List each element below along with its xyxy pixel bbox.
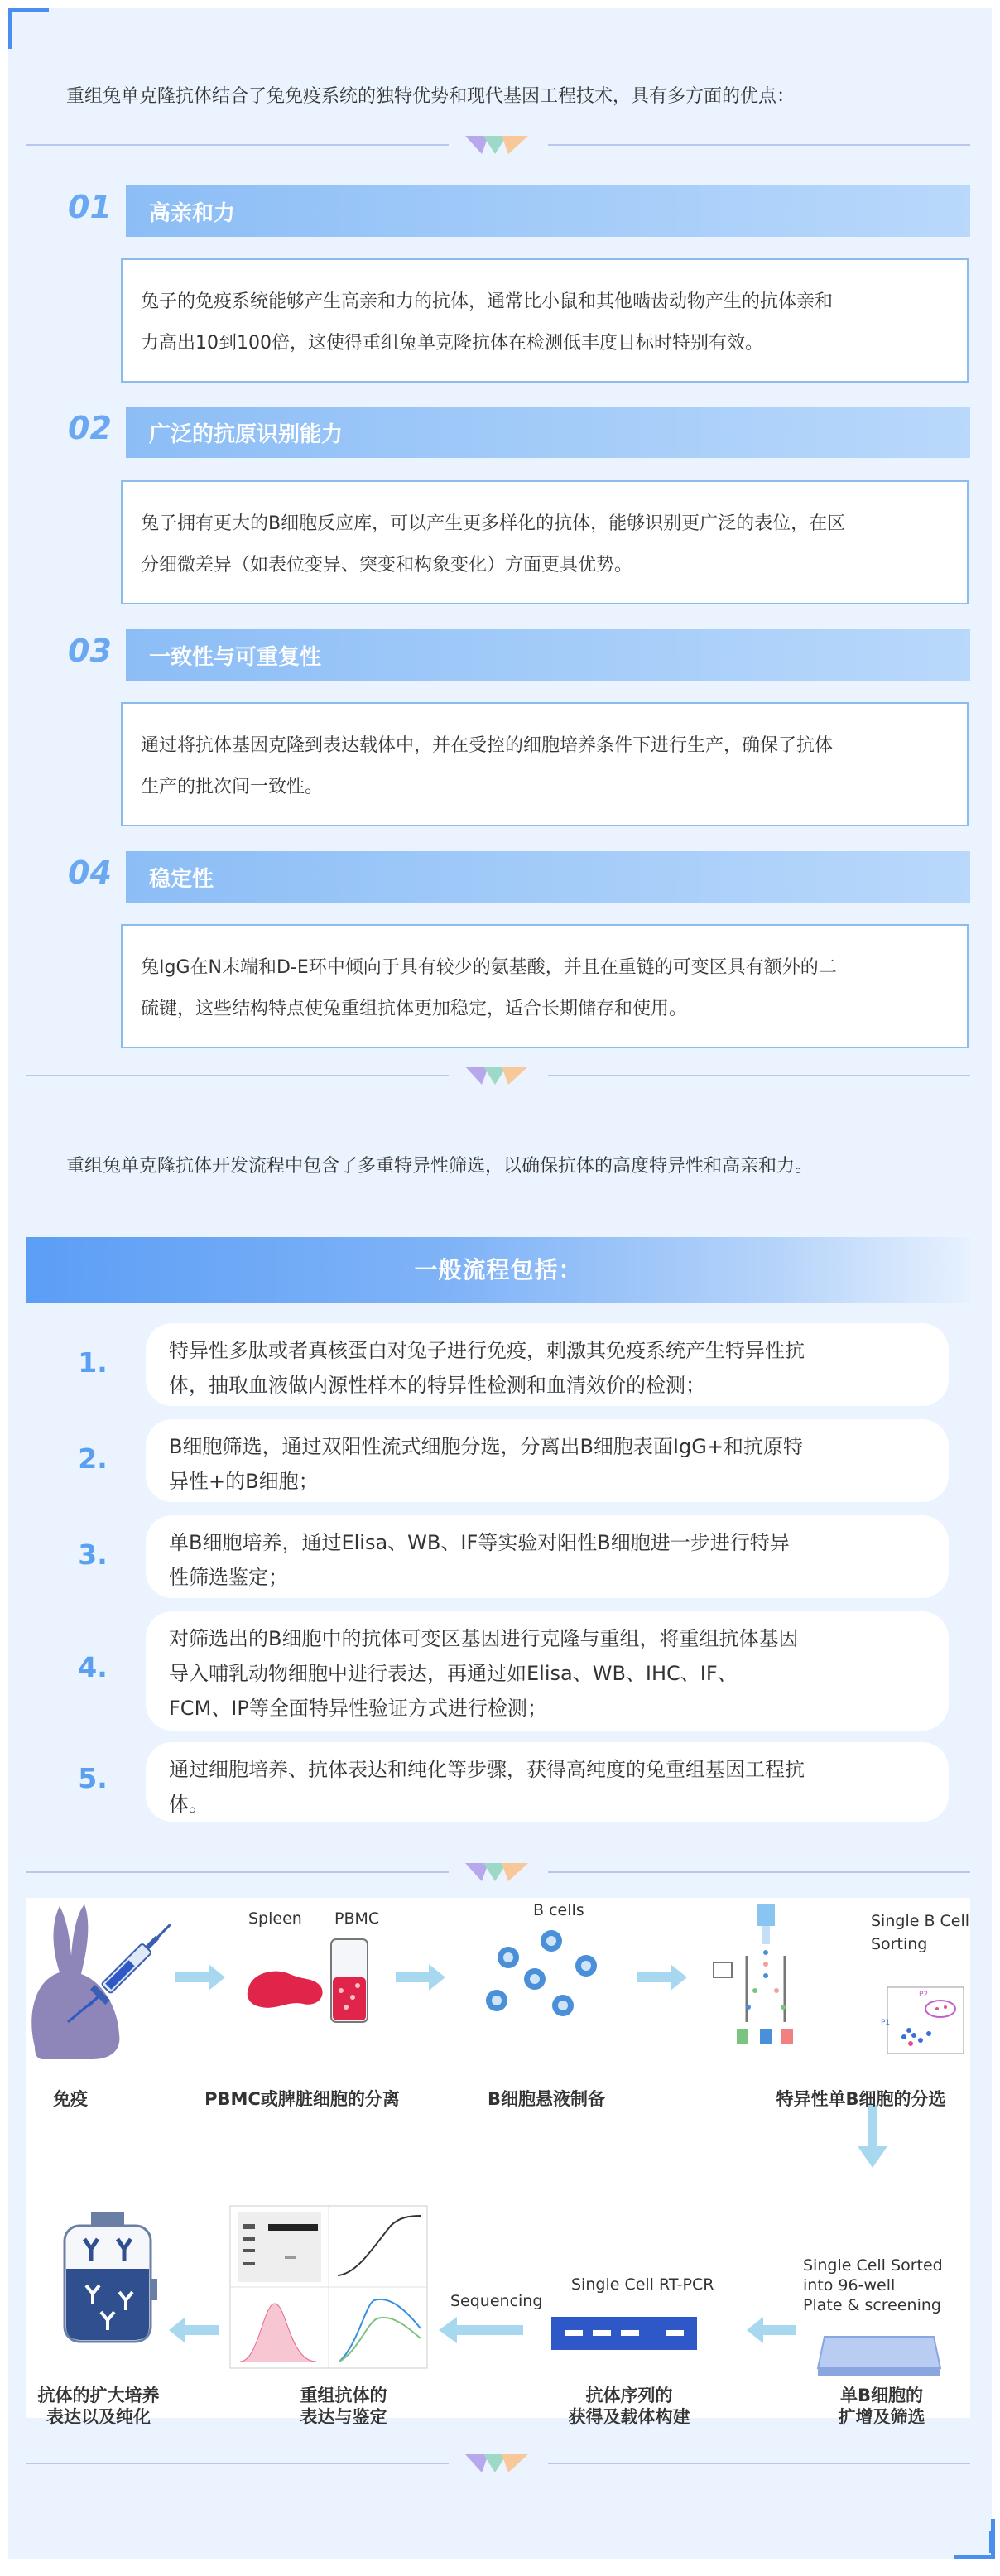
- workflow-illustration: [26, 1898, 970, 2418]
- rt-pcr-label: Single Cell RT-PCR: [571, 2275, 714, 2294]
- advantage-number: 01: [68, 189, 112, 225]
- advantage-title-bar: [126, 185, 970, 237]
- advantage-number: 04: [68, 855, 112, 891]
- triangle-ornament-icon: [465, 1067, 531, 1085]
- advantage-title: 高亲和力: [149, 201, 236, 226]
- advantage-text-line: 兔子的免疫系统能够产生高亲和力的抗体，通常比小鼠和其他啮齿动物产生的抗体亲和: [141, 291, 834, 312]
- step-text-line: 通过细胞培养、抗体表达和纯化等步骤，获得高纯度的兔重组基因工程抗: [169, 1758, 805, 1781]
- step-text-line: 体，抽取血液做内源性样本的特异性检测和血清效价的检测；: [169, 1374, 705, 1397]
- divider: [26, 1067, 970, 1085]
- label-line: 扩增及筛选: [838, 2407, 925, 2427]
- corner-tick-decoration: [989, 2531, 995, 2553]
- corner-decoration-top-left: [8, 8, 49, 49]
- arrow-right-icon: [175, 1964, 225, 1991]
- single-b-cell-sorting-label: [871, 1909, 969, 1956]
- step-label-immunize: 免疫: [53, 2089, 88, 2109]
- arrow-left-icon: [439, 2317, 523, 2343]
- label-line: 抗体的扩大培养: [37, 2386, 160, 2405]
- step-label-separation: PBMC或脾脏细胞的分离: [204, 2089, 400, 2109]
- step-text-line: B细胞筛选，通过双阳性流式细胞分选，分离出B细胞表面IgG+和抗原特: [169, 1435, 803, 1458]
- sequencing-label: Sequencing: [450, 2292, 543, 2310]
- cell-sorter-icon: [714, 1904, 793, 2044]
- triangle-ornament-icon: [465, 136, 531, 154]
- label-line: 单B细胞的: [839, 2386, 923, 2405]
- step-number: 3.: [78, 1538, 108, 1571]
- advantage-title-bar: [126, 851, 970, 903]
- advantage-number: 02: [68, 410, 112, 446]
- step-card: [146, 1323, 949, 1406]
- step-label-expand: [28, 2385, 169, 2428]
- arrow-down-icon: [858, 2105, 887, 2168]
- divider: [26, 2454, 970, 2472]
- sorted-line: into 96-well: [803, 2276, 896, 2294]
- advantage-box: [121, 258, 969, 383]
- step-card: [146, 1742, 949, 1822]
- label-line: 表达与鉴定: [300, 2407, 387, 2427]
- divider: [26, 136, 970, 154]
- step-label-sorting: 特异性单B细胞的分选: [776, 2089, 946, 2109]
- step-card: [146, 1419, 949, 1502]
- arrow-right-icon: [637, 1964, 687, 1991]
- step-card: [146, 1611, 949, 1731]
- step-card: [146, 1515, 949, 1598]
- assay-results-icon: [230, 2206, 427, 2368]
- step-text-line: 对筛选出的B细胞中的抗体可变区基因进行克隆与重组，将重组抗体基因: [169, 1627, 799, 1650]
- flow-gate-label: P1: [881, 2019, 891, 2027]
- advantage-title: 稳定性: [149, 867, 214, 892]
- step-label-expression: [281, 2385, 406, 2428]
- advantage-box: [121, 480, 969, 604]
- intro-text: 重组兔单克隆抗体开发流程中包含了多重特异性筛选，以确保抗体的高度特异性和高亲和力。: [66, 1156, 814, 1177]
- step-text-line: 导入哺乳动物细胞中进行表达，再通过如Elisa、WB、IHC、IF、: [169, 1662, 738, 1685]
- pbmc-label: PBMC: [334, 1909, 380, 1928]
- step-text-line: 性筛选鉴定；: [169, 1566, 288, 1589]
- advantage-text-line: 兔子拥有更大的B细胞反应库，可以产生更多样化的抗体，能够识别更广泛的表位，在区: [141, 513, 846, 534]
- flow-gate-label: P2: [919, 1991, 929, 1999]
- advantage-title-bar: [126, 407, 970, 458]
- sorted-line: Single Cell Sorted: [803, 2256, 943, 2275]
- label-line: 重组抗体的: [300, 2386, 387, 2405]
- b-cells-label: B cells: [533, 1901, 584, 1919]
- step-label-amplify: [820, 2385, 944, 2428]
- step-text-line: 单B细胞培养，通过Elisa、WB、IF等实验对阳性B细胞进一步进行特异: [169, 1531, 790, 1554]
- step-number: 1.: [78, 1346, 108, 1379]
- step-number: 5.: [78, 1762, 108, 1794]
- advantage-title-bar: [126, 629, 970, 681]
- triangle-ornament-icon: [465, 1863, 531, 1881]
- advantage-number: 03: [68, 633, 112, 669]
- arrow-left-icon: [747, 2317, 796, 2343]
- advantage-title: 一致性与可重复性: [149, 645, 322, 670]
- label-line: 表达以及纯化: [46, 2407, 151, 2427]
- spleen-label: Spleen: [248, 1909, 302, 1928]
- process-title-bar: [26, 1237, 970, 1303]
- single-cell-sorted-label: [803, 2256, 943, 2315]
- label-line: 抗体序列的: [585, 2386, 673, 2405]
- intro-text: 重组兔单克隆抗体结合了兔免疫系统的独特优势和现代基因工程技术，具有多方面的优点：: [66, 86, 796, 107]
- single-b-cell-line: Single B Cell: [871, 1912, 970, 1930]
- step-number: 4.: [78, 1651, 108, 1683]
- step-label-suspension: B细胞悬液制备: [487, 2089, 605, 2109]
- advantage-box: [121, 924, 969, 1048]
- advantage-text-line: 生产的批次间一致性。: [141, 777, 324, 797]
- arrow-left-icon: [169, 2317, 219, 2343]
- sorting-line: Sorting: [871, 1935, 928, 1953]
- process-title: 一般流程包括：: [414, 1256, 583, 1283]
- advantage-text-line: 硫键，这些结构特点使兔重组抗体更加稳定，适合长期储存和使用。: [141, 999, 688, 1019]
- spleen-icon: [248, 1972, 323, 2008]
- step-text-line: 特异性多肽或者真核蛋白对兔子进行免疫，刺激其免疫系统产生特异性抗: [169, 1339, 805, 1362]
- sorted-line: Plate & screening: [803, 2296, 941, 2314]
- advantage-text-line: 分细微差异（如表位变异、突变和构象变化）方面更具优势。: [141, 555, 633, 575]
- arrow-right-icon: [396, 1964, 445, 1991]
- b-cells-icon: [486, 1930, 597, 2016]
- advantage-title: 广泛的抗原识别能力: [149, 422, 344, 447]
- step-text-line: 异性+的B细胞；: [169, 1470, 319, 1493]
- triangle-ornament-icon: [465, 2454, 531, 2472]
- pcr-gel-icon: [551, 2317, 697, 2350]
- well-plate-icon: [818, 2337, 940, 2376]
- step-number: 2.: [78, 1442, 108, 1475]
- step-label-sequence: [546, 2385, 712, 2428]
- test-tube-icon: [331, 1939, 368, 2022]
- advantage-text-line: 力高出10到100倍，这使得重组兔单克隆抗体在检测低丰度目标时特别有效。: [141, 333, 763, 354]
- step-text-line: FCM、IP等全面特异性验证方式进行检测；: [169, 1697, 547, 1720]
- advantage-box: [121, 702, 969, 826]
- advantage-text-line: 兔IgG在N末端和D-E环中倾向于具有较少的氨基酸，并且在重链的可变区具有额外的二: [141, 957, 837, 978]
- label-line: 获得及载体构建: [568, 2407, 690, 2427]
- bioreactor-icon: [65, 2212, 157, 2342]
- divider: [26, 1863, 970, 1881]
- step-text-line: 体。: [169, 1793, 209, 1816]
- advantage-text-line: 通过将抗体基因克隆到表达载体中，并在受控的细胞培养条件下进行生产，确保了抗体: [141, 735, 834, 756]
